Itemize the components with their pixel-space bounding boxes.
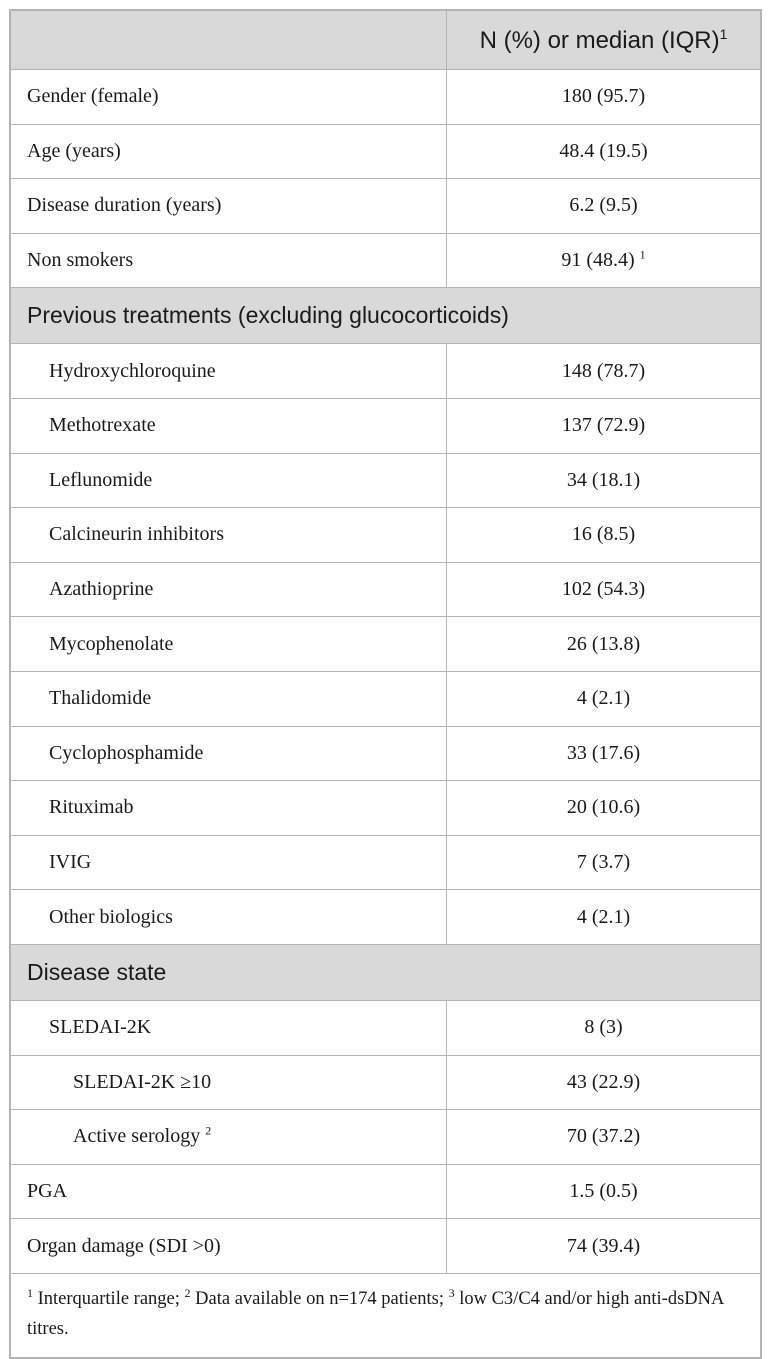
table-row <box>11 344 761 399</box>
table-row <box>11 1110 761 1165</box>
header-row <box>11 11 761 70</box>
row-value: 16 (8.5) <box>447 508 761 563</box>
footnote-text-2: Data available on n=174 patients; <box>190 1288 449 1309</box>
row-label: Azathioprine <box>11 562 447 617</box>
header-empty-cell <box>11 11 447 70</box>
row-value: 4 (2.1) <box>447 890 761 945</box>
row-label: PGA <box>11 1164 447 1219</box>
row-label: IVIG <box>11 835 447 890</box>
footnote-row <box>11 1273 761 1357</box>
header-value-cell <box>447 11 761 70</box>
section-title: Previous treatments (excluding glucocorticoids) <box>11 288 761 344</box>
table-row <box>11 70 761 125</box>
characteristics-table <box>9 9 762 1359</box>
section-row-treatments <box>11 288 761 344</box>
row-label: Other biologics <box>11 890 447 945</box>
row-value: 8 (3) <box>447 1000 761 1055</box>
table-row <box>11 1055 761 1110</box>
footnote-text-1: Interquartile range; <box>33 1288 185 1309</box>
row-label: Leflunomide <box>11 453 447 508</box>
table-row <box>11 508 761 563</box>
row-value: 20 (10.6) <box>447 781 761 836</box>
row-value: 102 (54.3) <box>447 562 761 617</box>
section-title: Disease state <box>11 944 761 1000</box>
table-row <box>11 1000 761 1055</box>
table-row <box>11 835 761 890</box>
row-value: 7 (3.7) <box>447 835 761 890</box>
row-value: 137 (72.9) <box>447 398 761 453</box>
row-value: 33 (17.6) <box>447 726 761 781</box>
row-label-cell <box>11 1110 447 1165</box>
value-sup: 1 <box>639 247 646 262</box>
footnote-sup-2: 2 <box>184 1285 191 1300</box>
row-value: 48.4 (19.5) <box>447 124 761 179</box>
row-label: Rituximab <box>11 781 447 836</box>
row-value-cell <box>447 233 761 288</box>
row-value: 180 (95.7) <box>447 70 761 125</box>
table-row <box>11 453 761 508</box>
table-footnote <box>11 1273 761 1357</box>
table-row <box>11 562 761 617</box>
header-value-label: N (%) or median (IQR) <box>479 27 720 54</box>
row-value: 91 (48.4) <box>561 249 635 272</box>
table-row <box>11 179 761 234</box>
row-label: Organ damage (SDI >0) <box>11 1219 447 1274</box>
row-value: 74 (39.4) <box>447 1219 761 1274</box>
footnote-sup-3: 3 <box>448 1285 455 1300</box>
row-value: 1.5 (0.5) <box>447 1164 761 1219</box>
row-label: Disease duration (years) <box>11 179 447 234</box>
row-label: Cyclophosphamide <box>11 726 447 781</box>
row-value: 26 (13.8) <box>447 617 761 672</box>
row-label: Calcineurin inhibitors <box>11 508 447 563</box>
table <box>10 10 761 1358</box>
row-label: Gender (female) <box>11 70 447 125</box>
row-label: Methotrexate <box>11 398 447 453</box>
row-value: 43 (22.9) <box>447 1055 761 1110</box>
row-label: Active serology <box>73 1125 201 1148</box>
row-label: Age (years) <box>11 124 447 179</box>
row-value: 34 (18.1) <box>447 453 761 508</box>
table-row <box>11 398 761 453</box>
table-row <box>11 1219 761 1274</box>
table-row <box>11 781 761 836</box>
row-label: Mycophenolate <box>11 617 447 672</box>
row-label: SLEDAI-2K ≥10 <box>11 1055 447 1110</box>
row-label: Hydroxychloroquine <box>11 344 447 399</box>
table-row <box>11 124 761 179</box>
table-row <box>11 233 761 288</box>
table-row <box>11 890 761 945</box>
row-value: 4 (2.1) <box>447 671 761 726</box>
row-value: 6.2 (9.5) <box>447 179 761 234</box>
row-label: SLEDAI-2K <box>11 1000 447 1055</box>
table-row <box>11 1164 761 1219</box>
row-label: Non smokers <box>11 233 447 288</box>
label-sup: 2 <box>205 1123 212 1138</box>
table-row <box>11 671 761 726</box>
row-value: 148 (78.7) <box>447 344 761 399</box>
header-sup: 1 <box>719 26 728 42</box>
section-row-disease-state <box>11 944 761 1000</box>
table-row <box>11 726 761 781</box>
footnote-text-3: low C3/C4 and/or high anti-dsDNA titres. <box>27 1288 724 1339</box>
table-row <box>11 617 761 672</box>
footnote-sup-1: 1 <box>27 1285 33 1300</box>
row-label: Thalidomide <box>11 671 447 726</box>
row-value: 70 (37.2) <box>447 1110 761 1165</box>
